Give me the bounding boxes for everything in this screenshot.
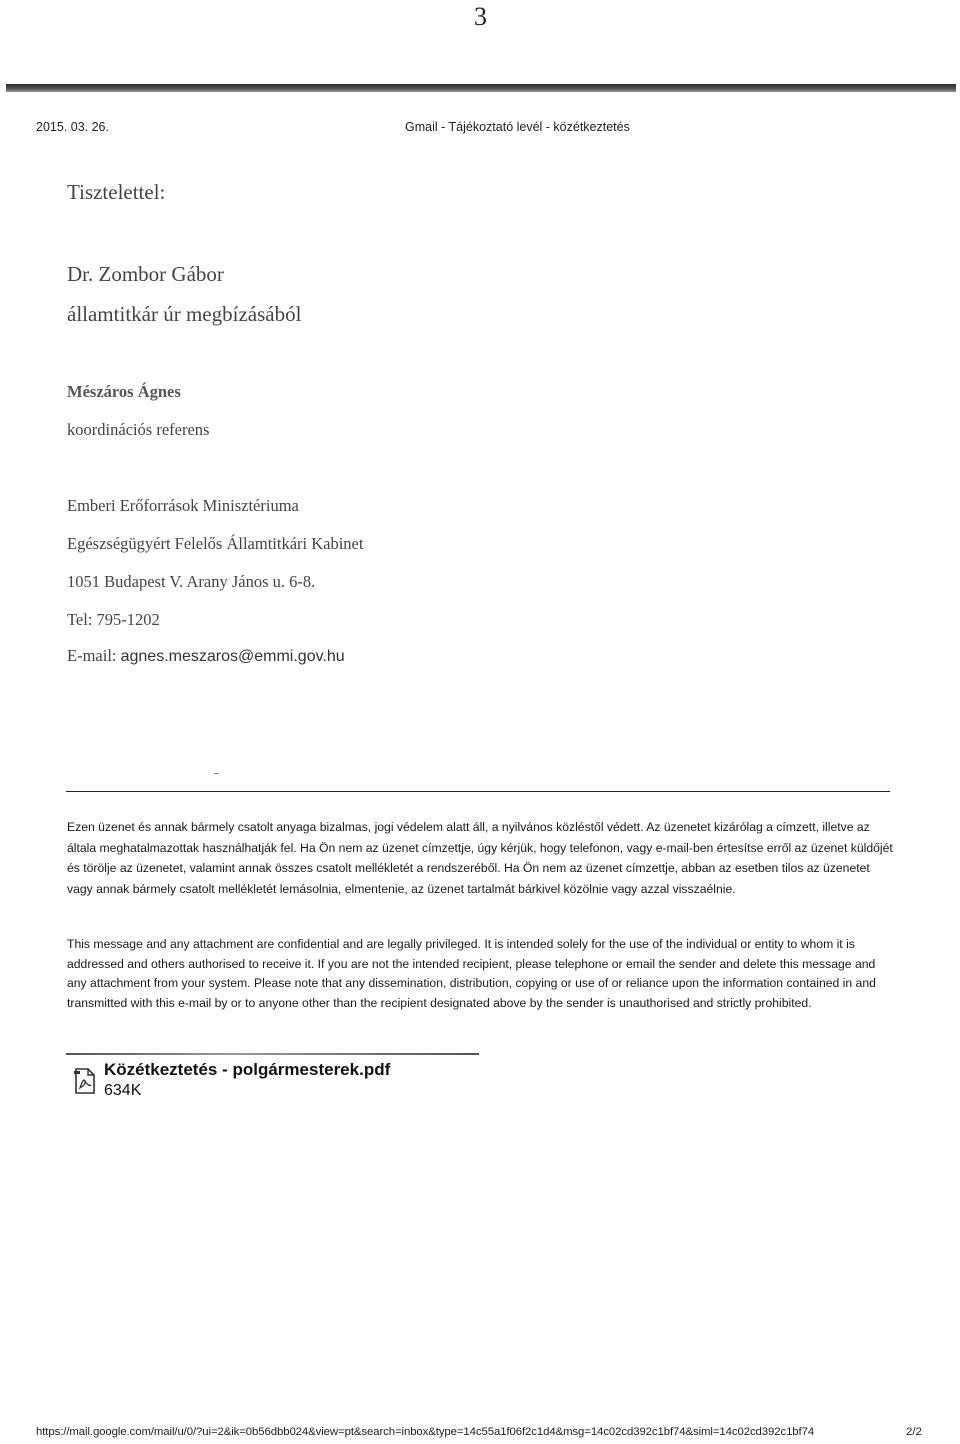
signature-person: Mészáros Ágnes [67, 382, 181, 401]
disclaimer-english: This message and any attachment are confidential and are legally privileged. It is intended solely for the use of the individual or entity to whom it is addressed and others authorised to receive it. If you are not the intended recipient, please telephone or email the sender and delete this message and any attachment from your system. Please note that any dissemination, distribution, copying or use of or reliance upon the information contained in and transmitted with this e-mail by or to anyone other than the recipient designated above by the sender is unauthorised and strictly prohibited. [67, 937, 876, 1010]
signature-name: Dr. Zombor Gábor [67, 262, 224, 286]
signature-email [67, 646, 345, 666]
small-divider [214, 773, 219, 774]
disclaimer-hungarian: Ezen üzenet és annak bármely csatolt anyaga bizalmas, jogi védelem alatt áll, a nyilvános közléstől védett. Az üzenetet kizárólag a címzett, illetve az általa meghatalmazottak használhatják fel. Ha Ön nem az üzenet címzettje, úgy kérjük, hogy telefonon, vagy e-mail-ben értesítse erről az üzenet küldőjét és törölje az üzenetet, valamint annak összes csatolt mellékletét a rendszeréből. Ha Ön nem az üzenet címzettje, abban az esetben tilos az üzenetet vagy annak bármely csatolt mellékletét lemásolnia, elmentenie, az üzenet tartalmát bárkivel közölnie vagy azzal visszaélnie. [67, 820, 893, 896]
signature-greeting: Tisztelettel: [67, 180, 166, 204]
attachment-filename: Közétkeztetés - polgármesterek.pdf [104, 1060, 391, 1079]
footer-page-count: 2/2 [906, 1426, 922, 1438]
print-date: 2015. 03. 26. [36, 120, 109, 134]
signature-role: koordinációs referens [67, 420, 210, 439]
attachment-divider [66, 1053, 479, 1055]
email-address-link[interactable]: agnes.meszaros@emmi.gov.hu [120, 648, 345, 665]
print-title: Gmail - Tájékoztató levél - közétkeztetés [405, 120, 630, 134]
signature-address: 1051 Budapest V. Arany János u. 6-8. [67, 572, 316, 591]
attachment-size: 634K [104, 1082, 142, 1099]
signature-on-behalf: államtitkár úr megbízásából [67, 302, 302, 326]
top-divider [6, 84, 956, 92]
signature-organization: Emberi Erőforrások Minisztériuma [67, 496, 299, 515]
pdf-file-icon [74, 1068, 96, 1094]
signature-phone: Tel: 795-1202 [67, 610, 160, 629]
page-number: 3 [474, 2, 487, 31]
attachment-item[interactable] [74, 1060, 434, 1104]
email-label: E-mail: [67, 646, 121, 665]
footer-url: https://mail.google.com/mail/u/0/?ui=2&ik=0b56dbb024&view=pt&search=inbox&type=14c55a1f06f2c1d4&msg=14c02cd392c1bf74&siml=14c02cd392c1bf74 [36, 1426, 815, 1438]
disclaimer-divider [66, 791, 890, 792]
signature-department: Egészségügyért Felelős Államtitkári Kabinet [67, 534, 364, 553]
